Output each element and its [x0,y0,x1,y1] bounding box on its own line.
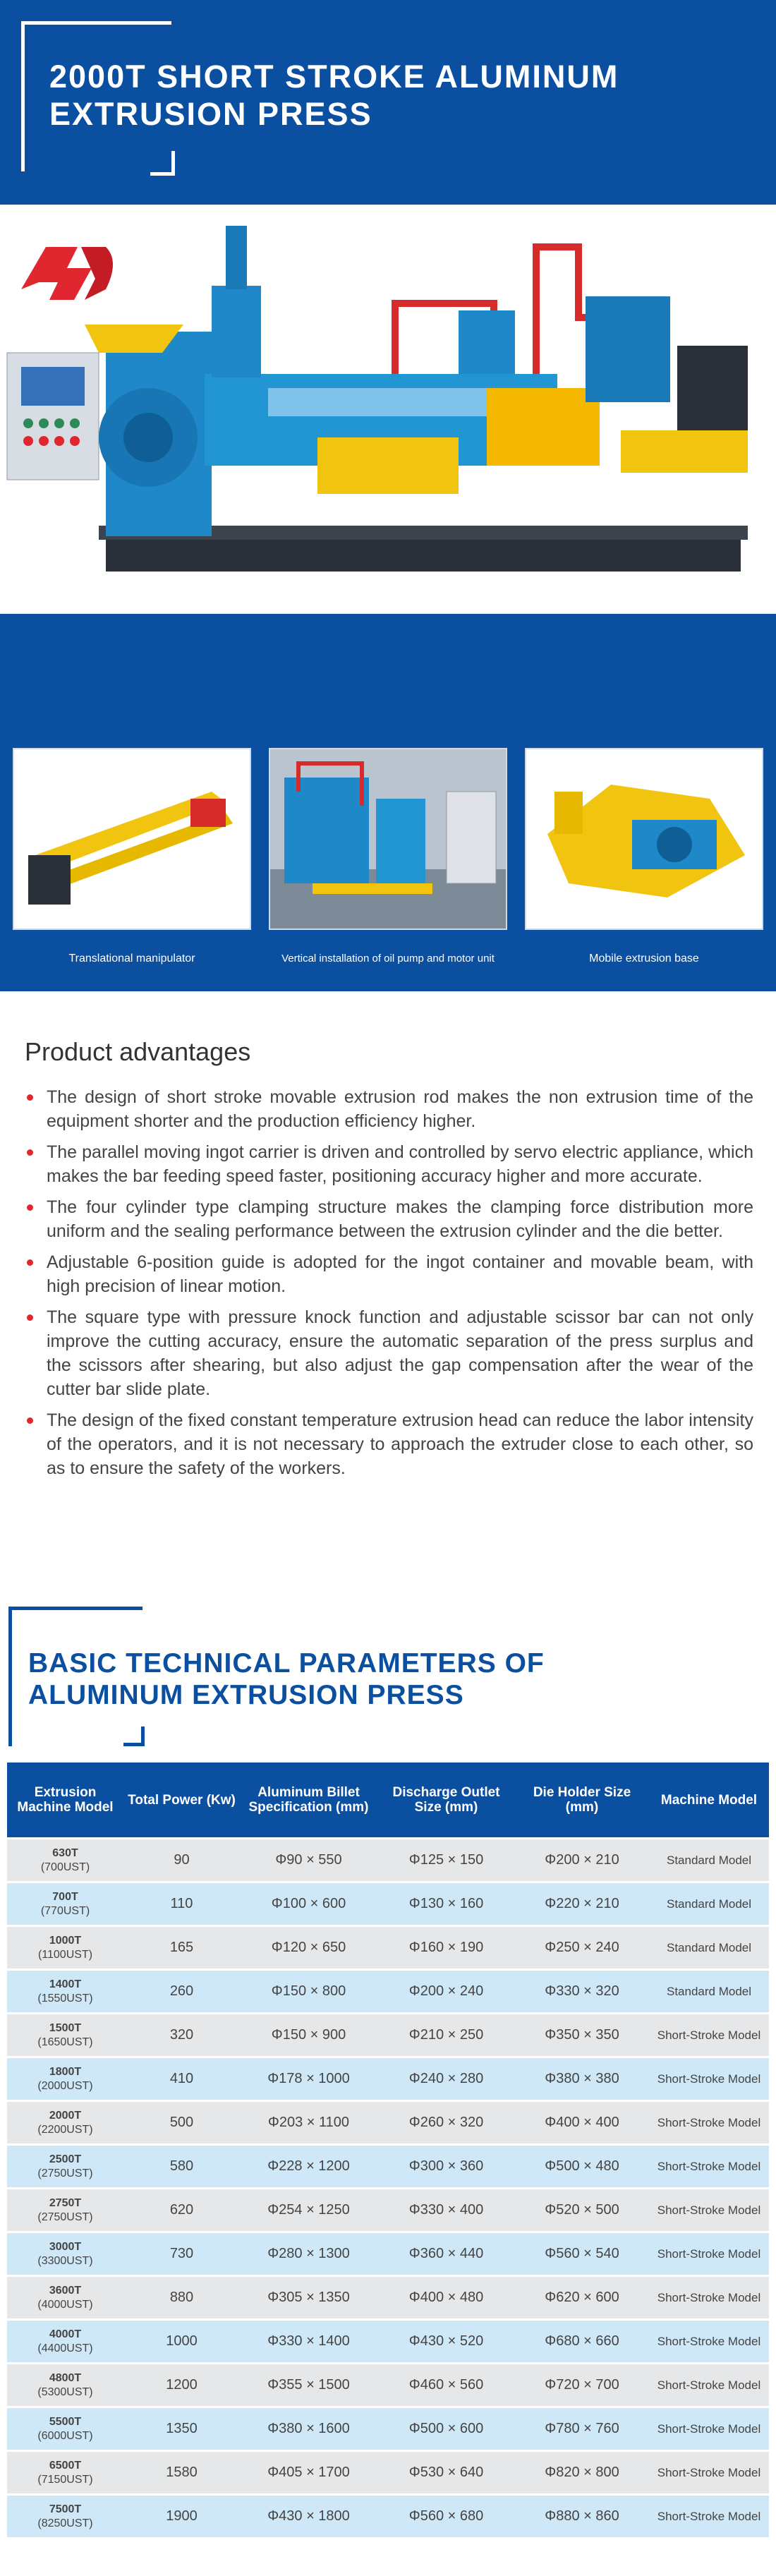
column-header-die-holder: Die Holder Size (mm) [515,1762,649,1837]
cell-power: 620 [123,2189,240,2231]
list-item [27,1250,753,1298]
cell-die-holder: Φ380 × 380 [515,2058,649,2100]
advantage-text: The four cylinder type clamping structure makes the clamping force distribution more uniform and the sealing performance between the extrusion cylinder and the die better. [47,1197,753,1241]
cell-power: 500 [123,2102,240,2143]
parameters-table-wrapper [7,1760,769,2539]
model-ust: (1650UST) [37,2036,93,2048]
cell-model [7,2014,123,2056]
list-item [27,1085,753,1133]
cell-model [7,2364,123,2406]
table-row [7,2321,769,2362]
cell-machine-type: Short-Stroke Model [649,2058,769,2100]
table-row [7,1971,769,2012]
cell-outlet: Φ160 × 190 [377,1927,515,1969]
list-item [27,1195,753,1243]
cell-machine-type: Short-Stroke Model [649,2452,769,2493]
cell-outlet: Φ240 × 280 [377,2058,515,2100]
cell-machine-type: Standard Model [649,1927,769,1969]
cell-machine-type: Short-Stroke Model [649,2408,769,2450]
advantage-text: The design of the fixed constant temperature extrusion head can reduce the labor intensity of the operators, and it is not necessary to approach the extruder close to each other, so as to ensure the safety of the workers. [47,1410,753,1478]
advantage-text: Adjustable 6-position guide is adopted for the ingot container and movable beam, with high precision of linear motion. [47,1252,753,1296]
cell-machine-type: Standard Model [649,1883,769,1925]
cell-die-holder: Φ720 × 700 [515,2364,649,2406]
extrusion-press-image [0,205,776,614]
model-tonnage: 4000T [49,2328,82,2340]
cell-die-holder: Φ330 × 320 [515,1971,649,2012]
cell-die-holder: Φ350 × 350 [515,2014,649,2056]
model-tonnage: 1000T [49,1934,82,1947]
brand-logo-icon [21,247,113,300]
cell-model [7,2408,123,2450]
cell-machine-type: Short-Stroke Model [649,2321,769,2362]
cell-model [7,2102,123,2143]
heading-frame-corner-bottom [123,1727,145,1746]
cell-power: 730 [123,2233,240,2275]
cell-die-holder: Φ780 × 760 [515,2408,649,2450]
bullet-icon [27,1204,33,1211]
model-tonnage: 5500T [49,2415,82,2428]
parameters-title-line-2: ALUMINUM EXTRUSION PRESS [28,1680,464,1710]
cell-power: 1580 [123,2452,240,2493]
model-ust: (8250UST) [37,2517,93,2529]
cell-die-holder: Φ680 × 660 [515,2321,649,2362]
model-ust: (700UST) [40,1861,90,1873]
bullet-icon [27,1314,33,1321]
table-row [7,2496,769,2537]
bullet-icon [27,1094,33,1101]
cell-outlet: Φ530 × 640 [377,2452,515,2493]
model-tonnage: 6500T [49,2459,82,2472]
table-row [7,2014,769,2056]
cell-power: 880 [123,2277,240,2318]
cell-die-holder: Φ520 × 500 [515,2189,649,2231]
cell-power: 1200 [123,2364,240,2406]
table-row [7,2189,769,2231]
cell-outlet: Φ260 × 320 [377,2102,515,2143]
model-tonnage: 630T [52,1846,78,1859]
parameters-heading-block [0,1607,776,1746]
cell-machine-type: Standard Model [649,1971,769,2012]
table-row [7,2233,769,2275]
title-frame-corner-bottom [150,151,175,176]
list-item [27,1140,753,1188]
table-row [7,2408,769,2450]
model-ust: (7150UST) [37,2473,93,2486]
cell-outlet: Φ500 × 600 [377,2408,515,2450]
cell-outlet: Φ360 × 440 [377,2233,515,2275]
cell-die-holder: Φ250 × 240 [515,1927,649,1969]
cell-billet: Φ280 × 1300 [240,2233,377,2275]
cell-model [7,2189,123,2231]
cell-die-holder: Φ620 × 600 [515,2277,649,2318]
model-tonnage: 2500T [49,2153,82,2165]
advantages-list [27,1085,753,1487]
title-line-2: EXTRUSION PRESS [49,96,372,132]
advantages-heading: Product advantages [25,1037,251,1066]
model-tonnage: 2000T [49,2109,82,2122]
cell-model [7,1971,123,2012]
cell-machine-type: Standard Model [649,1839,769,1881]
model-tonnage: 7500T [49,2503,82,2515]
cell-die-holder: Φ500 × 480 [515,2146,649,2187]
cell-billet: Φ254 × 1250 [240,2189,377,2231]
cell-model [7,1839,123,1881]
cell-die-holder: Φ200 × 210 [515,1839,649,1881]
cell-outlet: Φ330 × 400 [377,2189,515,2231]
parameters-title-line-1: BASIC TECHNICAL PARAMETERS OF [28,1648,545,1679]
cell-machine-type: Short-Stroke Model [649,2102,769,2143]
cell-model [7,2233,123,2275]
cell-billet: Φ355 × 1500 [240,2364,377,2406]
model-ust: (2750UST) [37,2167,93,2179]
hero-section [0,0,776,991]
table-row [7,1839,769,1881]
model-ust: (4400UST) [37,2342,93,2354]
model-tonnage: 700T [52,1890,78,1903]
model-ust: (770UST) [40,1904,90,1917]
cell-machine-type: Short-Stroke Model [649,2146,769,2187]
cell-billet: Φ120 × 650 [240,1927,377,1969]
column-header-machine-type: Machine Model [649,1762,769,1837]
cell-billet: Φ405 × 1700 [240,2452,377,2493]
model-tonnage: 3600T [49,2284,82,2297]
cell-model [7,2277,123,2318]
table-row [7,2146,769,2187]
model-ust: (4000UST) [37,2298,93,2311]
cell-model [7,2496,123,2537]
cell-outlet: Φ300 × 360 [377,2146,515,2187]
extrusion-base-image [526,749,762,929]
title-line-1: 2000T SHORT STROKE ALUMINUM [49,59,619,95]
cell-power: 1900 [123,2496,240,2537]
table-row [7,2277,769,2318]
cell-machine-type: Short-Stroke Model [649,2364,769,2406]
parameters-title [28,1647,748,1711]
cell-billet: Φ178 × 1000 [240,2058,377,2100]
table-row [7,2058,769,2100]
column-header-model: Extrusion Machine Model [7,1762,123,1837]
thumbnail-manipulator [13,748,251,930]
model-ust: (5300UST) [37,2385,93,2398]
cell-outlet: Φ400 × 480 [377,2277,515,2318]
table-row [7,2452,769,2493]
cell-die-holder: Φ560 × 540 [515,2233,649,2275]
cell-billet: Φ90 × 550 [240,1839,377,1881]
table-row [7,1927,769,1969]
thumbnail-caption-3: Mobile extrusion base [589,953,699,965]
cell-billet: Φ305 × 1350 [240,2277,377,2318]
model-tonnage: 4800T [49,2371,82,2384]
list-item [27,1408,753,1480]
model-ust: (3300UST) [37,2254,93,2267]
cell-billet: Φ430 × 1800 [240,2496,377,2537]
advantage-text: The parallel moving ingot carrier is driven and controlled by servo electric appliance, which makes the bar feeding speed faster, positioning accuracy higher and more accurate. [47,1142,753,1186]
cell-billet: Φ330 × 1400 [240,2321,377,2362]
cell-billet: Φ380 × 1600 [240,2408,377,2450]
cell-outlet: Φ200 × 240 [377,1971,515,2012]
cell-billet: Φ150 × 900 [240,2014,377,2056]
thumbnail-caption-1: Translational manipulator [68,953,195,965]
column-header-outlet: Discharge Outlet Size (mm) [377,1762,515,1837]
model-tonnage: 1800T [49,2065,82,2078]
table-row [7,2102,769,2143]
thumbnail-caption-2: Vertical installation of oil pump and motor unit [281,953,495,965]
cell-die-holder: Φ880 × 860 [515,2496,649,2537]
model-tonnage: 1400T [49,1978,82,1990]
cell-outlet: Φ460 × 560 [377,2364,515,2406]
cell-model [7,2452,123,2493]
machine-photo [0,205,776,614]
thumbnail-pump-unit [269,748,507,930]
cell-model [7,1883,123,1925]
cell-power: 165 [123,1927,240,1969]
bullet-icon [27,1149,33,1156]
list-item [27,1305,753,1401]
cell-power: 580 [123,2146,240,2187]
cell-billet: Φ228 × 1200 [240,2146,377,2187]
parameters-table-body [7,1839,769,2537]
cell-machine-type: Short-Stroke Model [649,2277,769,2318]
bullet-icon [27,1417,33,1424]
cell-machine-type: Short-Stroke Model [649,2496,769,2537]
model-tonnage: 2750T [49,2196,82,2209]
table-row [7,2364,769,2406]
cell-model [7,1927,123,1969]
cell-billet: Φ100 × 600 [240,1883,377,1925]
cell-die-holder: Φ820 × 800 [515,2452,649,2493]
cell-power: 320 [123,2014,240,2056]
cell-power: 1350 [123,2408,240,2450]
pump-unit-image [270,749,506,929]
cell-power: 1000 [123,2321,240,2362]
column-header-power: Total Power (Kw) [123,1762,240,1837]
model-ust: (1550UST) [37,1992,93,2004]
bullet-icon [27,1259,33,1266]
cell-machine-type: Short-Stroke Model [649,2233,769,2275]
cell-outlet: Φ210 × 250 [377,2014,515,2056]
parameters-table [7,1760,769,2539]
model-ust: (2750UST) [37,2211,93,2223]
cell-billet: Φ203 × 1100 [240,2102,377,2143]
page-title [49,58,755,133]
column-header-billet: Aluminum Billet Specification (mm) [240,1762,377,1837]
model-ust: (2200UST) [37,2123,93,2136]
cell-model [7,2146,123,2187]
model-tonnage: 3000T [49,2240,82,2253]
cell-power: 110 [123,1883,240,1925]
cell-power: 90 [123,1839,240,1881]
table-row [7,1883,769,1925]
advantage-text: The design of short stroke movable extrusion rod makes the non extrusion time of the equipment shorter and the production efficiency higher. [47,1087,753,1131]
advantage-text: The square type with pressure knock function and adjustable scissor bar can not only improve the cutting accuracy, ensure the automatic separation of the press surplus and the scissors after shearing, but also adjust the gap compensation after the wear of the cutter bar slide plate. [47,1307,753,1399]
cell-model [7,2058,123,2100]
manipulator-image [14,749,250,929]
cell-outlet: Φ430 × 520 [377,2321,515,2362]
cell-machine-type: Short-Stroke Model [649,2014,769,2056]
model-ust: (1100UST) [37,1948,93,1961]
table-header-row [7,1762,769,1837]
cell-machine-type: Short-Stroke Model [649,2189,769,2231]
cell-billet: Φ150 × 800 [240,1971,377,2012]
cell-outlet: Φ130 × 160 [377,1883,515,1925]
thumbnail-extrusion-base [525,748,763,930]
cell-model [7,2321,123,2362]
cell-die-holder: Φ220 × 210 [515,1883,649,1925]
cell-die-holder: Φ400 × 400 [515,2102,649,2143]
cell-outlet: Φ560 × 680 [377,2496,515,2537]
cell-power: 410 [123,2058,240,2100]
cell-power: 260 [123,1971,240,2012]
model-ust: (2000UST) [37,2079,93,2092]
model-ust: (6000UST) [37,2429,93,2442]
cell-outlet: Φ125 × 150 [377,1839,515,1881]
model-tonnage: 1500T [49,2021,82,2034]
